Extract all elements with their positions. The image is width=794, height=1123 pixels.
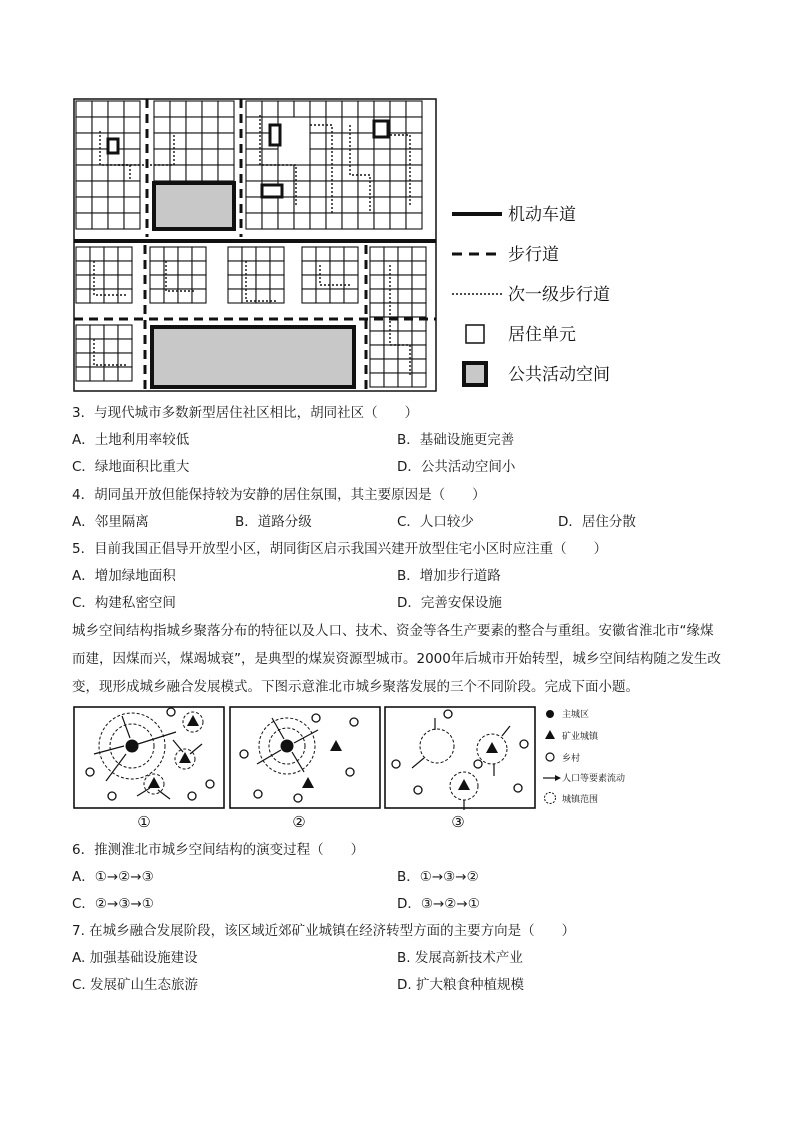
residential-unit <box>242 275 256 289</box>
residential-unit <box>202 117 218 133</box>
q4-option-d[interactable]: D．居住分散 <box>558 514 636 530</box>
residential-unit <box>330 289 344 303</box>
stage-label-2: ② <box>292 813 306 831</box>
residential-unit <box>104 367 118 381</box>
q5-stem: 5．目前我国正倡导开放型小区，胡同街区启示我国兴建开放型住宅小区时应注重（ ） <box>72 541 608 557</box>
residential-unit <box>92 165 108 181</box>
residential-unit <box>294 101 310 117</box>
stage-panel-3 <box>385 707 535 810</box>
public-activity-space <box>270 125 280 145</box>
residential-unit <box>390 149 406 165</box>
residential-unit <box>406 133 422 149</box>
residential-unit <box>90 325 104 339</box>
residential-unit <box>278 101 294 117</box>
residential-unit <box>218 133 234 149</box>
residential-unit <box>192 261 206 275</box>
q5-option-b[interactable]: B．增加步行道路 <box>397 568 501 584</box>
residential-unit <box>170 101 186 117</box>
residential-unit <box>358 133 374 149</box>
residential-unit <box>270 275 284 289</box>
legend-main-city-symbol <box>546 710 554 718</box>
residential-unit <box>246 213 262 229</box>
residential-unit <box>256 261 270 275</box>
residential-unit <box>406 101 422 117</box>
residential-unit <box>92 197 108 213</box>
residential-unit <box>316 289 330 303</box>
residential-unit <box>124 117 140 133</box>
residential-unit <box>186 117 202 133</box>
residential-unit <box>412 359 426 373</box>
residential-unit <box>302 247 316 261</box>
stage-label-1: ① <box>137 813 151 831</box>
residential-unit <box>390 213 406 229</box>
residential-unit <box>192 275 206 289</box>
residential-unit <box>358 149 374 165</box>
residential-unit <box>246 181 262 197</box>
residential-unit <box>104 275 118 289</box>
residential-unit <box>150 289 164 303</box>
residential-unit <box>242 261 256 275</box>
legend-public-space-label: 公共活动空间 <box>508 365 610 385</box>
residential-unit <box>202 149 218 165</box>
public-activity-space <box>374 121 388 137</box>
residential-unit <box>150 247 164 261</box>
residential-unit <box>154 101 170 117</box>
residential-unit <box>178 275 192 289</box>
residential-unit <box>218 117 234 133</box>
residential-unit <box>326 117 342 133</box>
residential-unit <box>384 247 398 261</box>
residential-unit <box>92 213 108 229</box>
residential-unit <box>150 261 164 275</box>
q4-option-a[interactable]: A．邻里隔离 <box>72 514 149 530</box>
residential-unit <box>342 197 358 213</box>
residential-unit <box>76 165 92 181</box>
residential-unit <box>76 325 90 339</box>
residential-unit <box>278 165 294 181</box>
residential-unit <box>390 197 406 213</box>
residential-unit <box>76 197 92 213</box>
residential-unit <box>202 101 218 117</box>
residential-unit <box>374 101 390 117</box>
residential-unit <box>384 345 398 359</box>
residential-unit <box>202 165 218 181</box>
residential-unit <box>344 275 358 289</box>
q3-stem: 3．与现代城市多数新型居住社区相比，胡同社区（ ） <box>72 405 419 421</box>
residential-unit <box>370 303 384 317</box>
residential-unit <box>330 247 344 261</box>
residential-unit <box>398 261 412 275</box>
residential-unit <box>310 165 326 181</box>
residential-unit <box>302 289 316 303</box>
residential-unit <box>310 133 326 149</box>
residential-unit <box>262 165 278 181</box>
residential-unit <box>398 373 412 387</box>
residential-unit <box>76 275 90 289</box>
legend-residential-unit-label: 居住单元 <box>508 325 576 345</box>
residential-unit <box>344 261 358 275</box>
residential-unit <box>164 247 178 261</box>
residential-unit <box>370 345 384 359</box>
residential-unit <box>192 289 206 303</box>
residential-unit <box>412 373 426 387</box>
q6-stem: 6．推测淮北市城乡空间结构的演变过程（ ） <box>72 842 365 858</box>
legend-public-space-symbol <box>464 363 486 385</box>
residential-unit <box>262 213 278 229</box>
q5-option-d[interactable]: D．完善安保设施 <box>397 595 502 611</box>
residential-unit <box>124 165 140 181</box>
residential-unit <box>390 117 406 133</box>
residential-unit <box>92 181 108 197</box>
residential-unit <box>124 149 140 165</box>
residential-unit <box>270 247 284 261</box>
residential-unit <box>228 247 242 261</box>
residential-unit <box>384 303 398 317</box>
residential-unit <box>390 181 406 197</box>
residential-unit <box>390 165 406 181</box>
residential-unit <box>76 339 90 353</box>
residential-unit <box>76 133 92 149</box>
residential-unit <box>384 275 398 289</box>
residential-unit <box>406 149 422 165</box>
residential-unit <box>398 289 412 303</box>
q5-option-a[interactable]: A．增加绿地面积 <box>72 568 176 584</box>
residential-unit <box>370 359 384 373</box>
residential-unit <box>90 275 104 289</box>
residential-unit <box>118 339 132 353</box>
residential-unit <box>374 181 390 197</box>
residential-unit <box>76 289 90 303</box>
residential-unit <box>178 247 192 261</box>
residential-unit <box>170 117 186 133</box>
residential-unit <box>256 247 270 261</box>
residential-unit <box>76 261 90 275</box>
legend-main-city-label: 主城区 <box>562 710 590 720</box>
q6-option-a[interactable]: A．①→②→③ <box>72 869 154 885</box>
q4-stem: 4．胡同虽开放但能保持较为安静的居住氛围，其主要原因是（ ） <box>72 487 486 503</box>
residential-unit <box>374 197 390 213</box>
residential-unit <box>76 247 90 261</box>
residential-unit <box>326 197 342 213</box>
residential-unit <box>302 275 316 289</box>
residential-unit <box>270 261 284 275</box>
residential-unit <box>104 247 118 261</box>
residential-unit <box>124 181 140 197</box>
residential-unit <box>384 289 398 303</box>
residential-unit <box>370 289 384 303</box>
residential-unit <box>76 101 92 117</box>
residential-unit <box>262 197 278 213</box>
residential-unit <box>164 289 178 303</box>
residential-unit <box>186 133 202 149</box>
residential-unit <box>262 101 278 117</box>
hutong-map <box>74 99 436 391</box>
residential-unit <box>358 165 374 181</box>
q6-option-c[interactable]: C．②→③→① <box>72 896 154 912</box>
q3-option-a[interactable]: A．土地利用率较低 <box>72 432 190 448</box>
residential-unit <box>164 261 178 275</box>
residential-unit <box>90 289 104 303</box>
residential-unit <box>76 181 92 197</box>
q7-option-d[interactable]: D. 扩大粮食种植规模 <box>397 977 524 993</box>
residential-unit <box>384 261 398 275</box>
residential-unit <box>108 117 124 133</box>
residential-unit <box>412 247 426 261</box>
residential-unit <box>310 101 326 117</box>
residential-unit <box>186 101 202 117</box>
residential-unit <box>246 197 262 213</box>
residential-unit <box>406 165 422 181</box>
legend-residential-unit-symbol <box>466 325 484 343</box>
residential-unit <box>242 289 256 303</box>
residential-unit <box>118 247 132 261</box>
residential-unit <box>330 261 344 275</box>
residential-unit <box>344 247 358 261</box>
residential-unit <box>412 303 426 317</box>
q6-option-d[interactable]: D．③→②→① <box>397 896 480 912</box>
q7-stem: 7. 在城乡融合发展阶段，该区域近郊矿业城镇在经济转型方面的主要方向是（ ） <box>72 923 576 939</box>
q3-option-d[interactable]: D．公共活动空间小 <box>397 459 516 475</box>
legend-secondary-walkway-label: 次一级步行道 <box>508 285 610 305</box>
residential-unit <box>90 261 104 275</box>
residential-unit <box>406 197 422 213</box>
residential-unit <box>370 331 384 345</box>
residential-unit <box>118 325 132 339</box>
legend-village-symbol <box>546 753 554 761</box>
legend-mining-town-symbol <box>545 730 555 739</box>
legend-town-range-label: 城镇范围 <box>562 795 599 805</box>
residential-unit <box>76 353 90 367</box>
residential-unit <box>326 101 342 117</box>
residential-unit <box>124 197 140 213</box>
residential-unit <box>310 197 326 213</box>
residential-unit <box>218 165 234 181</box>
residential-unit <box>118 275 132 289</box>
residential-unit <box>76 149 92 165</box>
residential-unit <box>358 181 374 197</box>
residential-unit <box>108 197 124 213</box>
hutong-map-figure <box>70 95 660 395</box>
residential-unit <box>406 117 422 133</box>
residential-unit <box>316 261 330 275</box>
residential-unit <box>118 367 132 381</box>
residential-unit <box>92 101 108 117</box>
residential-unit <box>76 117 92 133</box>
public-activity-space <box>154 183 234 229</box>
residential-unit <box>326 149 342 165</box>
residential-unit <box>412 331 426 345</box>
residential-unit <box>178 261 192 275</box>
residential-unit <box>358 197 374 213</box>
stage-panel-1 <box>74 707 224 808</box>
residential-unit <box>398 275 412 289</box>
residential-unit <box>154 117 170 133</box>
residential-unit <box>374 149 390 165</box>
residential-unit <box>398 345 412 359</box>
residential-unit <box>384 373 398 387</box>
residential-unit <box>256 275 270 289</box>
residential-unit <box>342 213 358 229</box>
public-activity-space <box>108 139 118 153</box>
residential-unit <box>242 247 256 261</box>
residential-unit <box>218 101 234 117</box>
residential-unit <box>326 165 342 181</box>
residential-unit <box>104 339 118 353</box>
residential-unit <box>358 117 374 133</box>
residential-unit <box>92 117 108 133</box>
residential-unit <box>278 197 294 213</box>
legend-village-label: 乡村 <box>562 754 581 764</box>
residential-unit <box>398 303 412 317</box>
residential-unit <box>170 133 186 149</box>
residential-unit <box>90 367 104 381</box>
q5-option-c[interactable]: C．构建私密空间 <box>72 595 176 611</box>
residential-unit <box>90 339 104 353</box>
residential-unit <box>154 165 170 181</box>
legend-town-range-symbol <box>545 793 556 804</box>
residential-unit <box>278 213 294 229</box>
public-activity-space <box>152 327 354 387</box>
residential-unit <box>344 289 358 303</box>
residential-unit <box>154 149 170 165</box>
q6-option-b[interactable]: B．①→③→② <box>397 869 479 885</box>
residential-unit <box>390 101 406 117</box>
residential-unit <box>374 165 390 181</box>
residential-unit <box>90 247 104 261</box>
residential-unit <box>104 289 118 303</box>
residential-unit <box>326 213 342 229</box>
residential-unit <box>246 165 262 181</box>
residential-unit <box>384 331 398 345</box>
residential-unit <box>186 165 202 181</box>
residential-unit <box>262 149 278 165</box>
q7-option-a[interactable]: A. 加强基础设施建设 <box>72 950 198 966</box>
residential-unit <box>316 247 330 261</box>
residential-unit <box>228 275 242 289</box>
residential-unit <box>270 289 284 303</box>
legend-motorway-label: 机动车道 <box>508 205 576 225</box>
legend-mining-town-label: 矿业城镇 <box>562 732 599 742</box>
urban-rural-stages-figure <box>72 704 652 834</box>
residential-unit <box>202 133 218 149</box>
residential-unit <box>384 359 398 373</box>
residential-unit <box>370 247 384 261</box>
residential-unit <box>246 101 262 117</box>
residential-unit <box>370 261 384 275</box>
residential-unit <box>316 275 330 289</box>
residential-unit <box>370 275 384 289</box>
q7-option-c[interactable]: C. 发展矿山生态旅游 <box>72 977 199 993</box>
residential-unit <box>302 261 316 275</box>
stage-panel-2 <box>230 707 380 808</box>
residential-unit <box>326 133 342 149</box>
public-activity-space <box>262 185 282 197</box>
q7-option-b[interactable]: B. 发展高新技术产业 <box>397 950 523 966</box>
residential-unit <box>374 213 390 229</box>
residential-unit <box>118 289 132 303</box>
residential-unit <box>342 181 358 197</box>
residential-unit <box>154 133 170 149</box>
residential-unit <box>150 275 164 289</box>
residential-unit <box>294 213 310 229</box>
legend-flow-symbol <box>543 775 561 781</box>
residential-unit <box>170 165 186 181</box>
residential-unit <box>104 325 118 339</box>
residential-unit <box>192 247 206 261</box>
residential-unit <box>370 373 384 387</box>
residential-unit <box>108 101 124 117</box>
residential-unit <box>228 289 242 303</box>
residential-unit <box>326 181 342 197</box>
hutong-map-legend <box>452 205 610 385</box>
residential-unit <box>398 331 412 345</box>
residential-unit <box>412 289 426 303</box>
residential-unit <box>108 213 124 229</box>
residential-unit <box>108 181 124 197</box>
residential-unit <box>186 149 202 165</box>
residential-unit <box>412 261 426 275</box>
residential-unit <box>406 181 422 197</box>
residential-unit <box>108 165 124 181</box>
q4-option-c[interactable]: C．人口较少 <box>397 514 474 530</box>
residential-unit <box>310 213 326 229</box>
legend-flow-label: 人口等要素流动 <box>562 774 626 784</box>
residential-unit <box>76 367 90 381</box>
residential-unit <box>104 353 118 367</box>
residential-unit <box>218 149 234 165</box>
residential-unit <box>406 213 422 229</box>
residential-unit <box>398 247 412 261</box>
residential-unit <box>118 261 132 275</box>
q4-option-b[interactable]: B．道路分级 <box>235 514 312 530</box>
residential-unit <box>76 213 92 229</box>
residential-unit <box>358 213 374 229</box>
residential-unit <box>104 261 118 275</box>
residential-unit <box>124 101 140 117</box>
residential-unit <box>124 133 140 149</box>
residential-unit <box>342 101 358 117</box>
reading-passage: 城乡空间结构指城乡聚落分布的特征以及人口、技术、资金等各生产要素的整合与重组。安徽省淮北市“缘煤而建，因煤而兴，煤竭城衰”，是典型的煤炭资源型城市。2000年后城市开始转型，城乡空间结构随之发生改变，现形成城乡融合发展模式。下图示意淮北市城乡聚落发展的三个不同阶段。完成下面小题。 <box>72 623 721 695</box>
residential-unit <box>412 345 426 359</box>
residential-unit <box>170 149 186 165</box>
residential-unit <box>310 181 326 197</box>
q3-option-b[interactable]: B．基础设施更完善 <box>397 432 515 448</box>
legend-walkway-label: 步行道 <box>508 245 559 265</box>
stage-label-3: ③ <box>451 813 465 831</box>
residential-unit <box>228 261 242 275</box>
residential-unit <box>412 275 426 289</box>
residential-unit <box>310 149 326 165</box>
residential-unit <box>124 213 140 229</box>
residential-unit <box>330 275 344 289</box>
residential-unit <box>358 101 374 117</box>
q3-option-c[interactable]: C．绿地面积比重大 <box>72 459 190 475</box>
